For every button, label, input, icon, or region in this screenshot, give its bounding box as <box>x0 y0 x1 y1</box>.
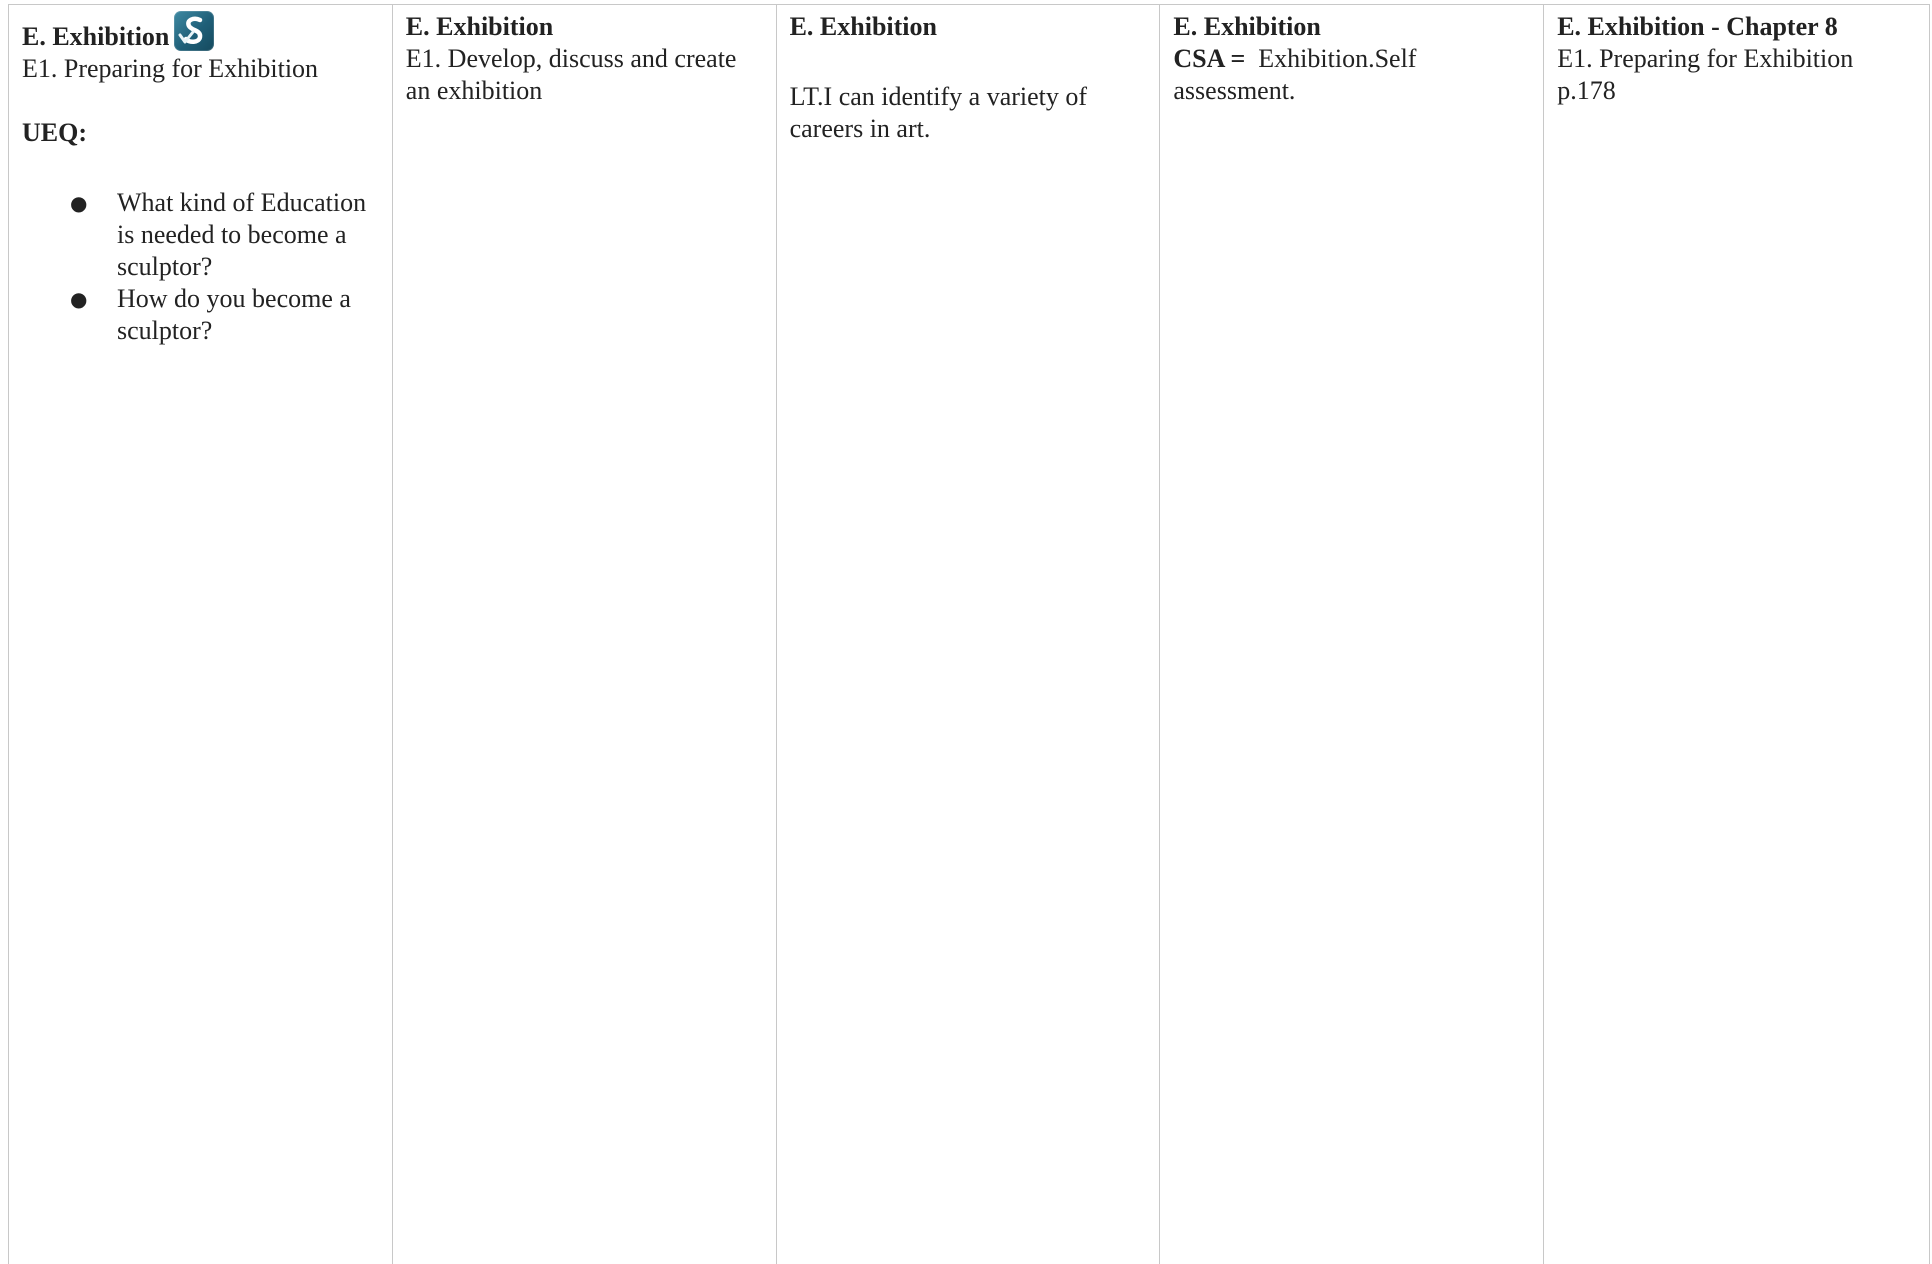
table-cell-resources <box>1544 5 1930 1264</box>
list-item <box>22 283 379 347</box>
bullet-icon: ● <box>70 287 88 311</box>
cell-heading: E. Exhibition <box>1173 12 1321 41</box>
cell-heading: E. Exhibition <box>22 22 170 51</box>
csa-label: CSA = <box>1173 44 1246 73</box>
cell-heading-row <box>22 11 379 53</box>
table-cell-learning-target <box>777 5 1161 1264</box>
cell-text: E1. Preparing for Exhibition p.178 <box>1557 44 1854 105</box>
sculpture-app-icon[interactable] <box>174 11 214 51</box>
cell-heading: E. Exhibition <box>789 12 937 41</box>
bullet-icon: ● <box>70 191 88 215</box>
cell-text: Exhibition.Self assessment. <box>1173 44 1417 105</box>
ueq-label: UEQ: <box>22 118 87 147</box>
cell-text-block <box>1173 43 1530 107</box>
lesson-plan-table <box>8 4 1930 1264</box>
table-cell-assessment <box>1160 5 1544 1264</box>
cell-heading: E. Exhibition - Chapter 8 <box>1557 12 1838 41</box>
list-item-text: How do you become a sculptor? <box>117 284 351 345</box>
question-list <box>22 187 379 347</box>
table-cell-exhibition-overview <box>9 5 393 1264</box>
cell-subtitle: E1. Preparing for Exhibition <box>22 54 319 83</box>
list-item-text: What kind of Education is needed to become a sculptor? <box>117 188 367 281</box>
cell-text: E1. Develop, discuss and create an exhibition <box>405 44 737 105</box>
cell-heading: E. Exhibition <box>405 12 554 41</box>
list-item <box>22 187 379 283</box>
cell-text: LT.I can identify a variety of careers in art. <box>789 82 1088 143</box>
table-cell-develop <box>393 5 777 1264</box>
